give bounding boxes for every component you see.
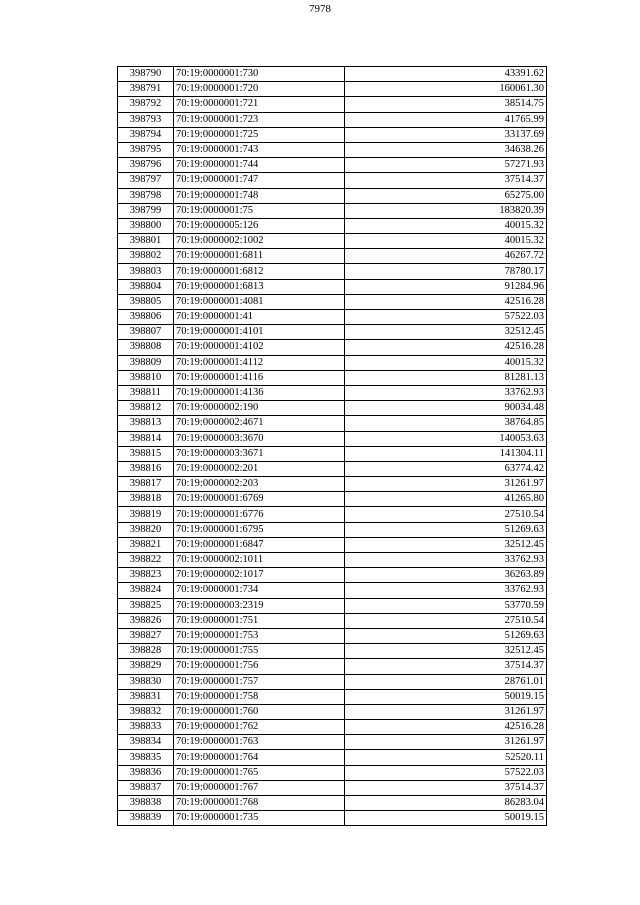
- row-id-cell: 398808: [118, 340, 174, 355]
- table-row: [118, 553, 547, 568]
- table-row: [118, 811, 547, 826]
- cadastral-number-cell: 70:19:0000001:757: [174, 674, 345, 689]
- row-id-cell: 398838: [118, 796, 174, 811]
- value-cell: 42516.28: [345, 294, 547, 309]
- value-cell: 43391.62: [345, 67, 547, 82]
- value-cell: 141304.11: [345, 446, 547, 461]
- row-id-cell: 398799: [118, 203, 174, 218]
- cadastral-number-cell: 70:19:0000001:4102: [174, 340, 345, 355]
- table-body: [118, 67, 547, 826]
- row-id-cell: 398810: [118, 370, 174, 385]
- cadastral-number-cell: 70:19:0000001:744: [174, 158, 345, 173]
- cadastral-number-cell: 70:19:0000001:758: [174, 689, 345, 704]
- cadastral-number-cell: 70:19:0000001:762: [174, 720, 345, 735]
- cadastral-number-cell: 70:19:0000002:190: [174, 401, 345, 416]
- table-row: [118, 461, 547, 476]
- row-id-cell: 398823: [118, 568, 174, 583]
- value-cell: 37514.37: [345, 780, 547, 795]
- value-cell: 31261.97: [345, 477, 547, 492]
- table-row: [118, 735, 547, 750]
- value-cell: 51269.63: [345, 628, 547, 643]
- value-cell: 46267.72: [345, 249, 547, 264]
- value-cell: 78780.17: [345, 264, 547, 279]
- row-id-cell: 398816: [118, 461, 174, 476]
- cadastral-number-cell: 70:19:0000001:756: [174, 659, 345, 674]
- row-id-cell: 398825: [118, 598, 174, 613]
- value-cell: 52520.11: [345, 750, 547, 765]
- row-id-cell: 398796: [118, 158, 174, 173]
- table-row: [118, 416, 547, 431]
- table-row: [118, 127, 547, 142]
- value-cell: 183820.39: [345, 203, 547, 218]
- row-id-cell: 398801: [118, 234, 174, 249]
- cadastral-number-cell: 70:19:0000001:720: [174, 82, 345, 97]
- row-id-cell: 398813: [118, 416, 174, 431]
- row-id-cell: 398811: [118, 385, 174, 400]
- value-cell: 50019.15: [345, 811, 547, 826]
- cadastral-number-cell: 70:19:0000001:6847: [174, 537, 345, 552]
- value-cell: 140053.63: [345, 431, 547, 446]
- cadastral-number-cell: 70:19:0000001:753: [174, 628, 345, 643]
- table-row: [118, 294, 547, 309]
- cadastral-number-cell: 70:19:0000005:126: [174, 218, 345, 233]
- value-cell: 38764.85: [345, 416, 547, 431]
- cadastral-number-cell: 70:19:0000001:6795: [174, 522, 345, 537]
- value-cell: 40015.32: [345, 355, 547, 370]
- value-cell: 40015.32: [345, 218, 547, 233]
- row-id-cell: 398803: [118, 264, 174, 279]
- row-id-cell: 398835: [118, 750, 174, 765]
- cadastral-number-cell: 70:19:0000001:743: [174, 142, 345, 157]
- table-row: [118, 431, 547, 446]
- value-cell: 42516.28: [345, 720, 547, 735]
- row-id-cell: 398797: [118, 173, 174, 188]
- table-row: [118, 628, 547, 643]
- row-id-cell: 398814: [118, 431, 174, 446]
- table-row: [118, 765, 547, 780]
- table-row: [118, 173, 547, 188]
- value-cell: 33137.69: [345, 127, 547, 142]
- row-id-cell: 398790: [118, 67, 174, 82]
- table-row: [118, 325, 547, 340]
- cadastral-number-cell: 70:19:0000003:3671: [174, 446, 345, 461]
- row-id-cell: 398794: [118, 127, 174, 142]
- value-cell: 65275.00: [345, 188, 547, 203]
- cadastral-number-cell: 70:19:0000001:767: [174, 780, 345, 795]
- value-cell: 42516.28: [345, 340, 547, 355]
- row-id-cell: 398820: [118, 522, 174, 537]
- cadastral-number-cell: 70:19:0000002:203: [174, 477, 345, 492]
- row-id-cell: 398834: [118, 735, 174, 750]
- cadastral-number-cell: 70:19:0000001:760: [174, 704, 345, 719]
- value-cell: 53770.59: [345, 598, 547, 613]
- cadastral-number-cell: 70:19:0000001:6812: [174, 264, 345, 279]
- cadastral-number-cell: 70:19:0000001:751: [174, 613, 345, 628]
- registry-table: [117, 66, 547, 826]
- cadastral-number-cell: 70:19:0000001:6769: [174, 492, 345, 507]
- cadastral-number-cell: 70:19:0000001:723: [174, 112, 345, 127]
- cadastral-number-cell: 70:19:0000001:4101: [174, 325, 345, 340]
- value-cell: 31261.97: [345, 735, 547, 750]
- table-row: [118, 67, 547, 82]
- row-id-cell: 398833: [118, 720, 174, 735]
- row-id-cell: 398793: [118, 112, 174, 127]
- value-cell: 32512.45: [345, 644, 547, 659]
- cadastral-number-cell: 70:19:0000001:41: [174, 310, 345, 325]
- value-cell: 34638.26: [345, 142, 547, 157]
- cadastral-number-cell: 70:19:0000001:6776: [174, 507, 345, 522]
- row-id-cell: 398821: [118, 537, 174, 552]
- cadastral-number-cell: 70:19:0000001:6813: [174, 279, 345, 294]
- table-row: [118, 218, 547, 233]
- table-row: [118, 507, 547, 522]
- cadastral-number-cell: 70:19:0000003:2319: [174, 598, 345, 613]
- table-row: [118, 188, 547, 203]
- value-cell: 57522.03: [345, 310, 547, 325]
- cadastral-number-cell: 70:19:0000002:4671: [174, 416, 345, 431]
- value-cell: 90034.48: [345, 401, 547, 416]
- cadastral-number-cell: 70:19:0000001:765: [174, 765, 345, 780]
- row-id-cell: 398832: [118, 704, 174, 719]
- row-id-cell: 398836: [118, 765, 174, 780]
- table-row: [118, 613, 547, 628]
- value-cell: 27510.54: [345, 507, 547, 522]
- cadastral-number-cell: 70:19:0000001:4112: [174, 355, 345, 370]
- table-row: [118, 780, 547, 795]
- table-row: [118, 537, 547, 552]
- cadastral-number-cell: 70:19:0000001:721: [174, 97, 345, 112]
- cadastral-number-cell: 70:19:0000001:75: [174, 203, 345, 218]
- row-id-cell: 398830: [118, 674, 174, 689]
- table-row: [118, 492, 547, 507]
- row-id-cell: 398807: [118, 325, 174, 340]
- value-cell: 33762.93: [345, 553, 547, 568]
- table-row: [118, 401, 547, 416]
- row-id-cell: 398818: [118, 492, 174, 507]
- cadastral-number-cell: 70:19:0000001:725: [174, 127, 345, 142]
- value-cell: 37514.37: [345, 659, 547, 674]
- row-id-cell: 398831: [118, 689, 174, 704]
- row-id-cell: 398795: [118, 142, 174, 157]
- table-row: [118, 355, 547, 370]
- row-id-cell: 398809: [118, 355, 174, 370]
- cadastral-number-cell: 70:19:0000001:4081: [174, 294, 345, 309]
- row-id-cell: 398829: [118, 659, 174, 674]
- value-cell: 33762.93: [345, 385, 547, 400]
- cadastral-number-cell: 70:19:0000002:1002: [174, 234, 345, 249]
- table-row: [118, 310, 547, 325]
- row-id-cell: 398805: [118, 294, 174, 309]
- table-row: [118, 477, 547, 492]
- cadastral-number-cell: 70:19:0000002:1017: [174, 568, 345, 583]
- cadastral-number-cell: 70:19:0000002:1011: [174, 553, 345, 568]
- value-cell: 41265.80: [345, 492, 547, 507]
- cadastral-number-cell: 70:19:0000001:735: [174, 811, 345, 826]
- value-cell: 31261.97: [345, 704, 547, 719]
- table-row: [118, 279, 547, 294]
- table-row: [118, 689, 547, 704]
- row-id-cell: 398819: [118, 507, 174, 522]
- value-cell: 27510.54: [345, 613, 547, 628]
- table-row: [118, 583, 547, 598]
- cadastral-number-cell: 70:19:0000001:764: [174, 750, 345, 765]
- row-id-cell: 398791: [118, 82, 174, 97]
- value-cell: 50019.15: [345, 689, 547, 704]
- value-cell: 57271.93: [345, 158, 547, 173]
- table-row: [118, 522, 547, 537]
- row-id-cell: 398839: [118, 811, 174, 826]
- row-id-cell: 398815: [118, 446, 174, 461]
- row-id-cell: 398802: [118, 249, 174, 264]
- table-row: [118, 370, 547, 385]
- page-number: 7978: [309, 3, 331, 15]
- row-id-cell: 398837: [118, 780, 174, 795]
- cadastral-number-cell: 70:19:0000002:201: [174, 461, 345, 476]
- value-cell: 86283.04: [345, 796, 547, 811]
- value-cell: 160061.30: [345, 82, 547, 97]
- row-id-cell: 398826: [118, 613, 174, 628]
- row-id-cell: 398792: [118, 97, 174, 112]
- table-row: [118, 598, 547, 613]
- row-id-cell: 398824: [118, 583, 174, 598]
- cadastral-number-cell: 70:19:0000001:768: [174, 796, 345, 811]
- value-cell: 81281.13: [345, 370, 547, 385]
- value-cell: 38514.75: [345, 97, 547, 112]
- table-row: [118, 644, 547, 659]
- row-id-cell: 398798: [118, 188, 174, 203]
- table-row: [118, 568, 547, 583]
- row-id-cell: 398800: [118, 218, 174, 233]
- table-row: [118, 674, 547, 689]
- value-cell: 37514.37: [345, 173, 547, 188]
- table-row: [118, 264, 547, 279]
- table-row: [118, 97, 547, 112]
- value-cell: 33762.93: [345, 583, 547, 598]
- value-cell: 57522.03: [345, 765, 547, 780]
- table-row: [118, 158, 547, 173]
- value-cell: 41765.99: [345, 112, 547, 127]
- row-id-cell: 398828: [118, 644, 174, 659]
- cadastral-number-cell: 70:19:0000001:755: [174, 644, 345, 659]
- value-cell: 91284.96: [345, 279, 547, 294]
- value-cell: 63774.42: [345, 461, 547, 476]
- table-row: [118, 750, 547, 765]
- table-row: [118, 234, 547, 249]
- row-id-cell: 398806: [118, 310, 174, 325]
- cadastral-number-cell: 70:19:0000001:763: [174, 735, 345, 750]
- table-row: [118, 112, 547, 127]
- cadastral-number-cell: 70:19:0000001:4136: [174, 385, 345, 400]
- table-row: [118, 249, 547, 264]
- cadastral-number-cell: 70:19:0000001:4116: [174, 370, 345, 385]
- table-row: [118, 720, 547, 735]
- row-id-cell: 398812: [118, 401, 174, 416]
- value-cell: 32512.45: [345, 537, 547, 552]
- value-cell: 36263.89: [345, 568, 547, 583]
- table-row: [118, 340, 547, 355]
- row-id-cell: 398804: [118, 279, 174, 294]
- value-cell: 40015.32: [345, 234, 547, 249]
- table-row: [118, 203, 547, 218]
- cadastral-number-cell: 70:19:0000001:747: [174, 173, 345, 188]
- row-id-cell: 398817: [118, 477, 174, 492]
- value-cell: 32512.45: [345, 325, 547, 340]
- cadastral-number-cell: 70:19:0000001:734: [174, 583, 345, 598]
- cadastral-number-cell: 70:19:0000003:3670: [174, 431, 345, 446]
- cadastral-number-cell: 70:19:0000001:748: [174, 188, 345, 203]
- table-row: [118, 659, 547, 674]
- value-cell: 51269.63: [345, 522, 547, 537]
- table-row: [118, 796, 547, 811]
- row-id-cell: 398822: [118, 553, 174, 568]
- table-row: [118, 385, 547, 400]
- row-id-cell: 398827: [118, 628, 174, 643]
- table-row: [118, 704, 547, 719]
- table-row: [118, 446, 547, 461]
- table-row: [118, 142, 547, 157]
- value-cell: 28761.01: [345, 674, 547, 689]
- table-row: [118, 82, 547, 97]
- cadastral-number-cell: 70:19:0000001:730: [174, 67, 345, 82]
- cadastral-number-cell: 70:19:0000001:6811: [174, 249, 345, 264]
